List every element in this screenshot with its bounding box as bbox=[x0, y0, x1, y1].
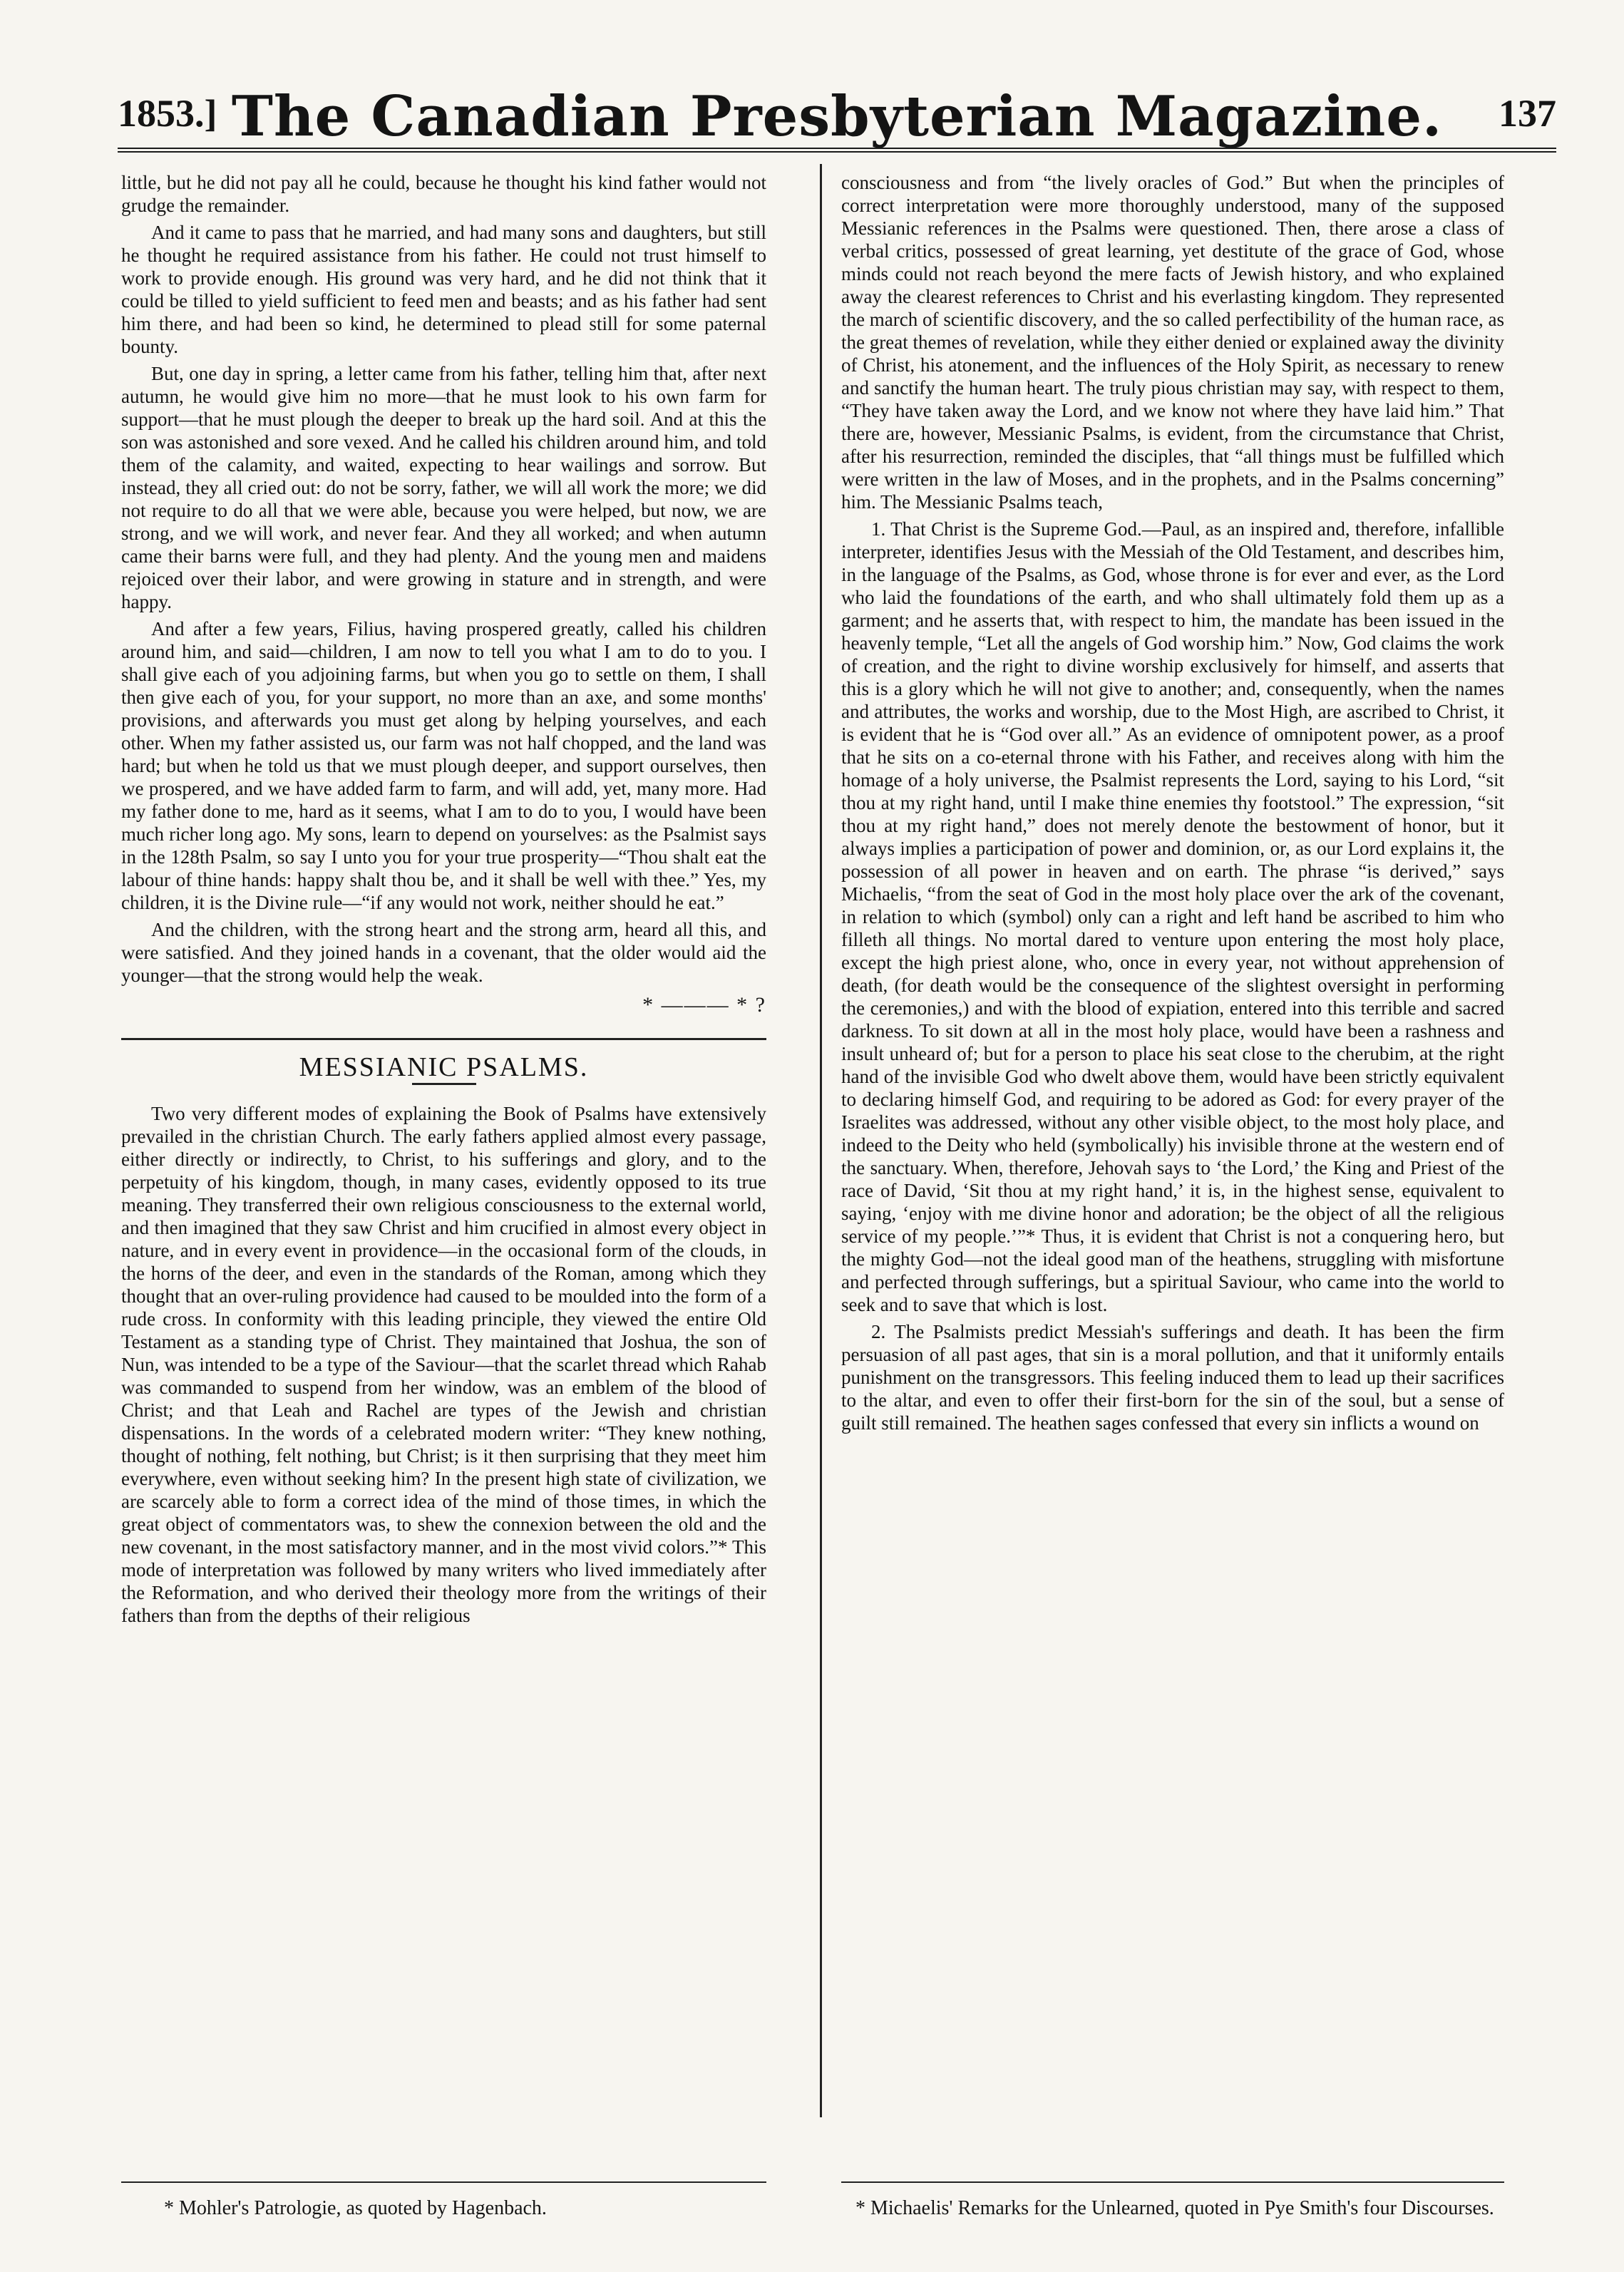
paragraph: consciousness and from “the lively oracles of God.” But when the principles of correct interpretation were more thoroughly understood, many of the supposed Messianic references in the Psalms were questioned. Then, there arose a class of verbal critics, possessed of great learning, yet destitute of the grace of God, whose minds could not reach beyond the mere facts of Jewish history, and who explained away the clearest references to Christ and his everlasting kingdom. They represented the march of scientific discovery, and the so called perfectibility of the human race, as the great themes of revelation, while they either denied or explained away the divinity of Christ, his atonement, and the influences of the Holy Spirit, as necessary to renew and sanctify the human heart. The truly pious christian may say, with respect to them, “They have taken away the Lord, and we know not where they have laid him.” That there are, however, Messianic Psalms, is evident, from the circumstance that Christ, after his resurrection, reminded the disciples, that “all things must be fulfilled which were written in the law of Moses, and in the prophets, and in the Psalms concerning” him. The Messianic Psalms teach, bbox=[841, 172, 1504, 513]
paragraph: 2. The Psalmists predict Messiah's sufferings and death. It has been the firm persuasion of all past ages, that sin is a moral pollution, and that it uniformly entails punishment on the transgressors. This feeling induced them to lead up their sacrifices to the altar, and even to offer their first-born for the sin of the soul, but a sense of guilt still remained. The heathen sages confessed that every sin inflicts a wound on bbox=[841, 1321, 1504, 1434]
paragraph: And it came to pass that he married, and had many sons and daughters, but still he thought he required assistance from his father. He could not trust himself to work to provide enough. His ground was very hard, and he did not think that it could be tilled to yield sufficient to feed men and beasts; and as his father had sent him there, and had been so kind, he determined to plead still for some paternal bounty. bbox=[121, 222, 766, 357]
header-magazine-title: The Canadian Presbyterian Magazine. bbox=[231, 84, 1443, 149]
paragraph: But, one day in spring, a letter came from his father, telling him that, after next autumn, he would give him no more—that he must look to his own farm for support—that he must plough the deeper to break up the hard soil. And at this the son was astonished and sore vexed. And he called his children around him, and told them of the calamity, and waited, expecting to hear wailings and sorrow. But instead, they all cried out: do not be sorry, father, we will all work the more; we did not require to do all that we were able, because you were helped, but now, we are strong, and we will work, and never fear. And they all worked; and when autumn came their barns were full, and they had plenty. And the young men and maidens rejoiced over their labor, and were growing in stature and in strength, and were happy. bbox=[121, 363, 766, 612]
footnote-rule-right bbox=[841, 2181, 1504, 2183]
section-title-underline bbox=[412, 1083, 476, 1085]
footnote-left: * Mohler's Patrologie, as quoted by Hagenbach. bbox=[164, 2197, 547, 2219]
story-end-ornament: * ——— * ? bbox=[642, 993, 766, 1017]
header-page-number: 137 bbox=[1499, 92, 1556, 135]
right-column bbox=[841, 171, 1504, 2160]
footnote-right: * Michaelis' Remarks for the Unlearned, quoted in Pye Smith's four Discourses. bbox=[855, 2197, 1494, 2219]
left-column bbox=[121, 171, 766, 2160]
section-title: MESSIANIC PSALMS. bbox=[299, 1052, 589, 1082]
paragraph: And the children, with the strong heart and the strong arm, heard all this, and were satisfied. And they joined hands in a covenant, that the older would aid the younger—that the strong would help the weak. bbox=[121, 919, 766, 986]
section-rule bbox=[121, 1038, 766, 1040]
paragraph: little, but he did not pay all he could, because he thought his kind father would not grudge the remainder. bbox=[121, 172, 766, 216]
paragraph: And after a few years, Filius, having prospered greatly, called his children around him, and said—children, I am now to tell you what I am to do to you. I shall give each of you adjoining farms, but when you go to settle on them, I shall then give each of you, for your support, no more than an axe, and some months' provisions, and afterwards you must get along by helping yourselves, and each other. When my father assisted us, our farm was not half chopped, and the land was hard; but when he told us that we must plough deeper, and support ourselves, then we prospered, and we have added farm to farm, and will add, yet, many more. Had my father done to me, hard as it seems, what I am to do to you, I would have been much richer long ago. My sons, learn to depend on yourselves: as the Psalmist says in the 128th Psalm, so say I unto you for your true prosperity—“Thou shalt eat the labour of thine hands: happy shalt thou be, and it shall be well with thee.” Yes, my children, it is the Divine rule—“if any would not work, neither should he eat.” bbox=[121, 618, 766, 913]
header-rule bbox=[118, 148, 1556, 155]
paragraph: Two very different modes of explaining the Book of Psalms have extensively prevailed in the christian Church. The early fathers applied almost every passage, either directly or indirectly, to Christ, to his sufferings and glory, and to the perpetuity of his kingdom, though, in many cases, evidently opposed to its true meaning. They transferred their own religious consciousness to the external world, and then imagined that they saw Christ and him crucified in almost every object in nature, and in every event in providence—in the occasional form of the clouds, in the horns of the deer, and even in the standards of the Roman, among which they thought that an over-ruling providence had caused to be moulded into the form of a rude cross. In conformity with this leading principle, they viewed the entire Old Testament as a standing type of Christ. They maintained that Joshua, the son of Nun, was intended to be a type of the Saviour—that the scarlet thread which Rahab was commanded to suspend from her window, was an emblem of the blood of Christ; and that Leah and Rachel are types of the Jewish and christian dispensations. In the words of a celebrated modern writer: “They knew nothing, thought of nothing, felt nothing, but Christ; is it then surprising that they meet him everywhere, even without seeking him? In the present high state of civilization, we are scarcely able to form a correct idea of the mind of those times, in which the great object of commentators was, to shew the connexion between the old and the new covenant, in the most satisfactory manner, and in the most vivid colors.”* This mode of interpretation was followed by many writers who lived immediately after the Reformation, and who derived their theology more from the writings of their fathers than from the depths of their religious bbox=[121, 1103, 766, 1626]
footnote-rule-left bbox=[121, 2181, 766, 2183]
header-year: 1853.] bbox=[118, 92, 217, 135]
column-divider bbox=[820, 164, 822, 2117]
paragraph: 1. That Christ is the Supreme God.—Paul, as an inspired and, therefore, infallible interpreter, identifies Jesus with the Messiah of the Old Testament, and describes him, in the language of the Psalms, as God, whose throne is for ever and ever, as the Lord who laid the foundations of the earth, and who shall ultimately fold them up as a garment; and he asserts that, with respect to him, the mandate has been issued in the heavenly temple, “Let all the angels of God worship him.” Now, God claims the work of creation, and the right to divine worship exclusively for himself, and asserts that this is a glory which he will not give to another; and, consequently, when the names and attributes, the works and worship, due to the Most High, are ascribed to Christ, it is evident that he is “God over all.” As an evidence of omnipotent power, as a proof that he sits on a co-eternal throne with his Father, and receives along with him the homage of a holy universe, the Psalmist represents the Lord, saying to his Lord, “sit thou at my right hand, until I make thine enemies thy footstool.” The expression, “sit thou at my right hand,” does not merely denote the bestowment of honor, but it always implies a participation of power and dominion, or, as our Lord explains it, the possession of all power in heaven and on earth. The phrase “is derived,” says Michaelis, “from the seat of God in the most holy place over the ark of the covenant, in relation to which (symbol) only can a right and left hand be ascribed to him who filleth all things. No mortal dared to venture upon entering the most holy place, except the high priest alone, who, once in every year, not without apprehension of death, (for death would be the consequence of the slightest oversight in performing the ceremonies,) and with the blood of expiation, entered into this terrible and sacred darkness. To sit down at all in the most holy place, would have been a rashness and insult unheard of; but for a person to place his seat close to the cherubim, at the right hand of the invisible God who dwelt above them, would have been strictly equivalent to declaring himself God, and requiring to be adored as God: for every prayer of the Israelites was addressed, without any other visible object, to the most holy place, and indeed to the Deity who held (symbolically) his invisible throne at the western end of the sanctuary. When, therefore, Jehovah says to ‘the Lord,’ the King and Priest of the race of David, ‘Sit thou at my right hand,’ it is, in the highest sense, equivalent to saying, ‘enjoy with me divine honor and adoration; be the object of all the religious service of my people.’”* Thus, it is evident that Christ is not a conquering hero, but the mighty God—not the ideal good man of the heathens, struggling with misfortune and perfected through sufferings, but a spiritual Saviour, who came into the world to seek and to save that which is lost. bbox=[841, 518, 1504, 1315]
